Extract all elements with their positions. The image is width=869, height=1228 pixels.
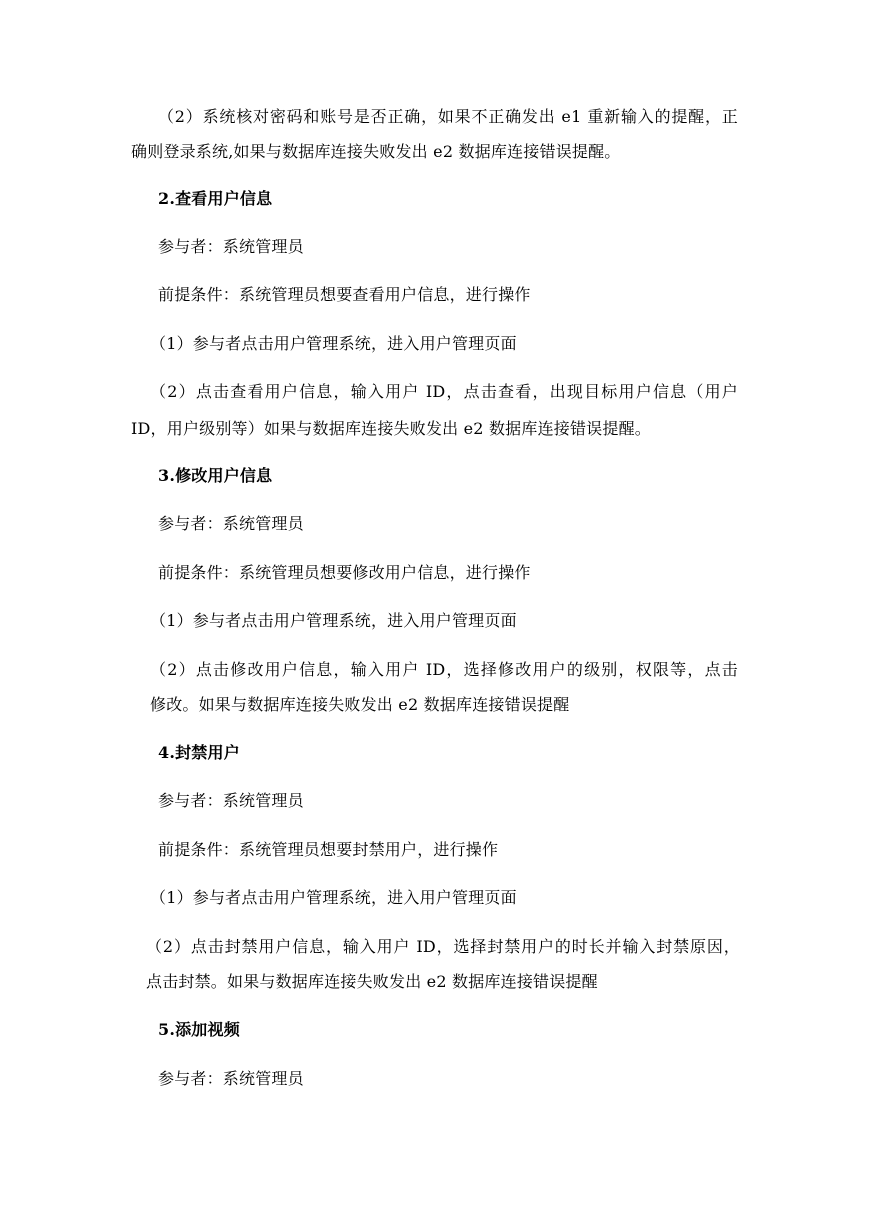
- paragraph-line: 点击封禁。如果与数据库连接失败发出 e2 数据库连接错误提醒: [146, 972, 598, 991]
- paragraph-line: 参与者：系统管理员: [158, 1069, 304, 1088]
- paragraph-line: （1）参与者点击用户管理系统，进入用户管理页面: [150, 888, 517, 907]
- paragraph-line: （1）参与者点击用户管理系统，进入用户管理页面: [150, 611, 517, 630]
- paragraph-line: （2）点击修改用户信息，输入用户 ID，选择修改用户的级别，权限等，点击: [150, 660, 738, 679]
- paragraph-line: 参与者：系统管理员: [158, 791, 304, 810]
- section-heading: 2.查看用户信息: [158, 189, 273, 208]
- section-heading: 4.封禁用户: [158, 743, 240, 762]
- paragraph-line: （2）点击查看用户信息，输入用户 ID，点击查看，出现目标用户信息（用户: [150, 382, 738, 401]
- paragraph-line: ID，用户级别等）如果与数据库连接失败发出 e2 数据库连接错误提醒。: [131, 419, 651, 438]
- section-heading: 5.添加视频: [158, 1020, 240, 1039]
- paragraph-line: 前提条件：系统管理员想要修改用户信息，进行操作: [158, 563, 531, 582]
- paragraph-line: 前提条件：系统管理员想要封禁用户，进行操作: [158, 840, 499, 859]
- paragraph-line: 修改。如果与数据库连接失败发出 e2 数据库连接错误提醒: [150, 695, 570, 714]
- section-heading: 3.修改用户信息: [158, 466, 273, 485]
- paragraph-line: 参与者：系统管理员: [158, 237, 304, 256]
- paragraph-line: 前提条件：系统管理员想要查看用户信息，进行操作: [158, 285, 531, 304]
- paragraph-line: （2）点击封禁用户信息，输入用户 ID，选择封禁用户的时长并输入封禁原因，: [146, 937, 740, 956]
- paragraph-line: （1）参与者点击用户管理系统，进入用户管理页面: [150, 334, 517, 353]
- paragraph-line: 参与者：系统管理员: [158, 514, 304, 533]
- paragraph-line: 确则登录系统,如果与数据库连接失败发出 e2 数据库连接错误提醒。: [131, 142, 621, 161]
- paragraph-line: （2）系统核对密码和账号是否正确，如果不正确发出 e1 重新输入的提醒，正: [158, 107, 738, 126]
